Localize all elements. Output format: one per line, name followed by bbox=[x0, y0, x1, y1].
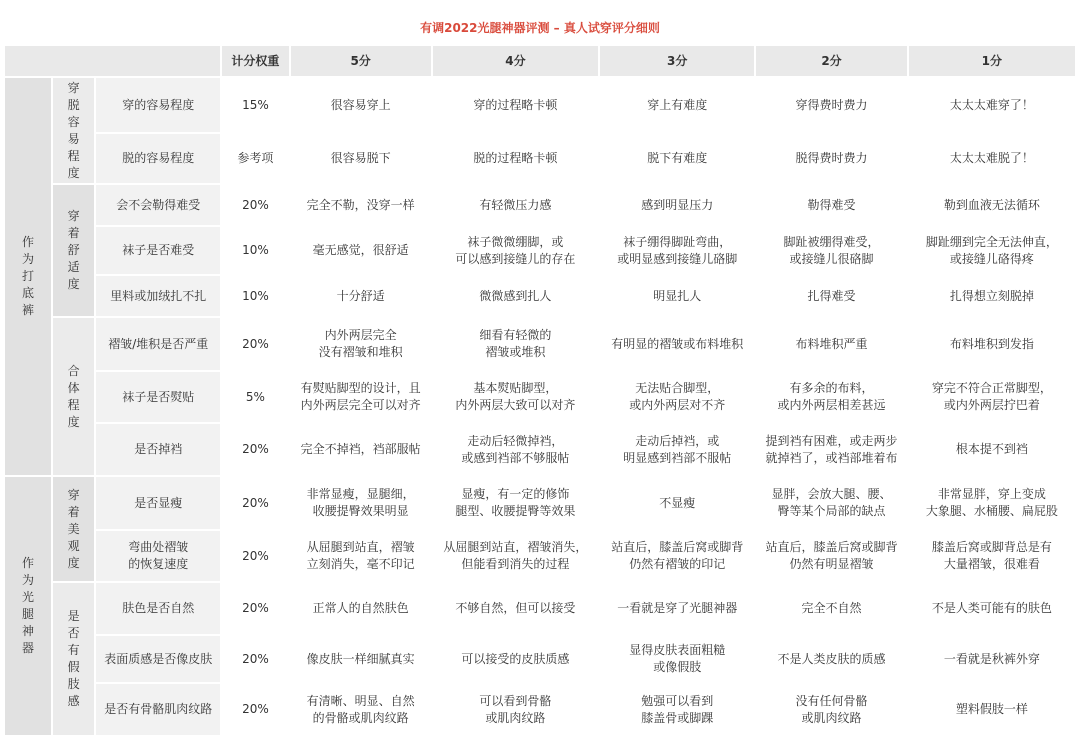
score-cell: 袜子微微绷脚，或 可以感到接缝儿的存在 bbox=[433, 227, 598, 274]
score-cell: 正常人的自然肤色 bbox=[291, 583, 431, 634]
score-cell: 毫无感觉，很舒适 bbox=[291, 227, 431, 274]
score-cell: 十分舒适 bbox=[291, 276, 431, 316]
weight-value: 20% bbox=[222, 318, 288, 370]
score-cell: 脚趾绷到完全无法伸直， 或接缝儿硌得疼 bbox=[909, 227, 1075, 274]
score-cell: 穿上有难度 bbox=[600, 78, 754, 132]
header-weight: 计分权重 bbox=[222, 46, 288, 76]
score-cell: 有轻微压力感 bbox=[433, 185, 598, 225]
subgroup-label bbox=[53, 78, 94, 183]
score-cell: 完全不勒，没穿一样 bbox=[291, 185, 431, 225]
table-row bbox=[5, 227, 1075, 274]
score-cell: 无法贴合脚型， 或内外两层对不齐 bbox=[600, 372, 754, 422]
score-cell: 完全不掉裆，裆部服帖 bbox=[291, 424, 431, 475]
weight-value: 10% bbox=[222, 276, 288, 316]
vertical-label-text: 穿着舒适度 bbox=[67, 209, 80, 291]
criterion-label: 褶皱/堆积是否严重 bbox=[96, 318, 220, 370]
criterion-label: 肤色是否自然 bbox=[96, 583, 220, 634]
score-cell: 显得皮肤表面粗糙 或像假肢 bbox=[600, 636, 754, 682]
header-score: 5分 bbox=[291, 46, 431, 76]
criterion-label: 穿的容易程度 bbox=[96, 78, 220, 132]
score-cell: 袜子绷得脚趾弯曲， 或明显感到接缝儿硌脚 bbox=[600, 227, 754, 274]
score-cell: 塑料假肢一样 bbox=[909, 684, 1075, 735]
table-row bbox=[5, 477, 1075, 529]
criterion-label: 袜子是否熨贴 bbox=[96, 372, 220, 422]
table-row bbox=[5, 636, 1075, 682]
score-cell: 不是人类皮肤的质感 bbox=[756, 636, 906, 682]
vertical-label-text: 穿脱容易程度 bbox=[67, 80, 80, 180]
score-cell: 基本熨贴脚型， 内外两层大致可以对齐 bbox=[433, 372, 598, 422]
weight-value: 20% bbox=[222, 684, 288, 735]
weight-value: 5% bbox=[222, 372, 288, 422]
score-cell: 有熨贴脚型的设计，且 内外两层完全可以对齐 bbox=[291, 372, 431, 422]
score-cell: 完全不自然 bbox=[756, 583, 906, 634]
criterion-label: 会不会勒得难受 bbox=[96, 185, 220, 225]
weight-value: 20% bbox=[222, 185, 288, 225]
weight-value: 20% bbox=[222, 424, 288, 475]
score-cell: 明显扎人 bbox=[600, 276, 754, 316]
vertical-label-text: 作为光腿神器 bbox=[22, 556, 35, 655]
score-cell: 非常显瘦，显腿细， 收腰提臀效果明显 bbox=[291, 477, 431, 529]
score-cell: 走动后掉裆，或 明显感到裆部不服帖 bbox=[600, 424, 754, 475]
score-cell: 脚趾被绷得难受， 或接缝儿很硌脚 bbox=[756, 227, 906, 274]
table-row bbox=[5, 78, 1075, 132]
table-row bbox=[5, 424, 1075, 475]
header-score: 3分 bbox=[600, 46, 754, 76]
header-score: 4分 bbox=[433, 46, 598, 76]
score-cell: 扎得想立刻脱掉 bbox=[909, 276, 1075, 316]
weight-value: 15% bbox=[222, 78, 288, 132]
score-cell: 太太太难脱了！ bbox=[909, 134, 1075, 183]
score-cell: 扎得难受 bbox=[756, 276, 906, 316]
score-cell: 不是人类可能有的肤色 bbox=[909, 583, 1075, 634]
criterion-label: 表面质感是否像皮肤 bbox=[96, 636, 220, 682]
weight-value: 20% bbox=[222, 477, 288, 529]
header-score: 1分 bbox=[909, 46, 1075, 76]
score-cell: 布料堆积严重 bbox=[756, 318, 906, 370]
table-row bbox=[5, 583, 1075, 634]
weight-value: 10% bbox=[222, 227, 288, 274]
criterion-label: 弯曲处褶皱 的恢复速度 bbox=[96, 531, 220, 581]
table-row bbox=[5, 276, 1075, 316]
scoring-table bbox=[3, 44, 1077, 737]
header-blank-cell bbox=[5, 46, 220, 76]
criterion-label: 袜子是否难受 bbox=[96, 227, 220, 274]
score-cell: 从屈腿到站直，褶皱 立刻消失，毫不印记 bbox=[291, 531, 431, 581]
subgroup-label bbox=[53, 318, 94, 475]
score-cell: 没有任何骨骼 或肌肉纹路 bbox=[756, 684, 906, 735]
table-row bbox=[5, 134, 1075, 183]
table-row bbox=[5, 372, 1075, 422]
vertical-label-text: 作为打底裤 bbox=[22, 235, 35, 317]
score-cell: 微微感到扎人 bbox=[433, 276, 598, 316]
vertical-label-text: 是否有假肢感 bbox=[67, 609, 80, 708]
score-cell: 有清晰、明显、自然 的骨骼或肌肉纹路 bbox=[291, 684, 431, 735]
vertical-label-text: 合体程度 bbox=[67, 363, 80, 429]
score-cell: 穿得费时费力 bbox=[756, 78, 906, 132]
score-cell: 一看就是穿了光腿神器 bbox=[600, 583, 754, 634]
group-label bbox=[5, 78, 51, 475]
score-cell: 太太太难穿了！ bbox=[909, 78, 1075, 132]
subgroup-label bbox=[53, 185, 94, 316]
score-cell: 细看有轻微的 褶皱或堆积 bbox=[433, 318, 598, 370]
subgroup-label bbox=[53, 477, 94, 581]
score-cell: 提到裆有困难，或走两步 就掉裆了，或裆部堆着布 bbox=[756, 424, 906, 475]
group-label bbox=[5, 477, 51, 735]
score-cell: 有明显的褶皱或布料堆积 bbox=[600, 318, 754, 370]
criterion-label: 里料或加绒扎不扎 bbox=[96, 276, 220, 316]
score-cell: 不显瘦 bbox=[600, 477, 754, 529]
weight-value: 20% bbox=[222, 531, 288, 581]
score-cell: 脱的过程略卡顿 bbox=[433, 134, 598, 183]
score-cell: 脱下有难度 bbox=[600, 134, 754, 183]
score-cell: 走动后轻微掉裆， 或感到裆部不够服帖 bbox=[433, 424, 598, 475]
score-cell: 勉强可以看到 膝盖骨或脚踝 bbox=[600, 684, 754, 735]
page-title: 有调2022光腿神器评测 – 真人试穿评分细则 bbox=[420, 21, 660, 35]
score-cell: 感到明显压力 bbox=[600, 185, 754, 225]
score-cell: 从屈腿到站直，褶皱消失， 但能看到消失的过程 bbox=[433, 531, 598, 581]
criterion-label: 是否显瘦 bbox=[96, 477, 220, 529]
score-cell: 站直后，膝盖后窝或脚背 仍然有明显褶皱 bbox=[756, 531, 906, 581]
score-cell: 布料堆积到发指 bbox=[909, 318, 1075, 370]
score-cell: 可以看到骨骼 或肌肉纹路 bbox=[433, 684, 598, 735]
score-cell: 很容易脱下 bbox=[291, 134, 431, 183]
score-cell: 根本提不到裆 bbox=[909, 424, 1075, 475]
criterion-label: 是否有骨骼肌肉纹路 bbox=[96, 684, 220, 735]
vertical-label-text: 穿着美观度 bbox=[67, 487, 80, 570]
score-cell: 穿的过程略卡顿 bbox=[433, 78, 598, 132]
score-cell: 显瘦，有一定的修饰 腿型、收腰提臀等效果 bbox=[433, 477, 598, 529]
score-cell: 可以接受的皮肤质感 bbox=[433, 636, 598, 682]
score-cell: 脱得费时费力 bbox=[756, 134, 906, 183]
score-cell: 穿完不符合正常脚型， 或内外两层拧巴着 bbox=[909, 372, 1075, 422]
score-cell: 很容易穿上 bbox=[291, 78, 431, 132]
weight-value: 参考项 bbox=[222, 134, 288, 183]
score-cell: 像皮肤一样细腻真实 bbox=[291, 636, 431, 682]
header-score: 2分 bbox=[756, 46, 906, 76]
score-cell: 显胖，会放大腿、腰、 臀等某个局部的缺点 bbox=[756, 477, 906, 529]
subgroup-label bbox=[53, 583, 94, 735]
score-cell: 内外两层完全 没有褶皱和堆积 bbox=[291, 318, 431, 370]
score-cell: 不够自然，但可以接受 bbox=[433, 583, 598, 634]
score-cell: 一看就是秋裤外穿 bbox=[909, 636, 1075, 682]
weight-value: 20% bbox=[222, 636, 288, 682]
table-row bbox=[5, 318, 1075, 370]
table-row bbox=[5, 185, 1075, 225]
score-cell: 勒到血液无法循环 bbox=[909, 185, 1075, 225]
score-cell: 勒得难受 bbox=[756, 185, 906, 225]
table-row bbox=[5, 684, 1075, 735]
score-cell: 膝盖后窝或脚背总是有 大量褶皱，很难看 bbox=[909, 531, 1075, 581]
criterion-label: 是否掉裆 bbox=[96, 424, 220, 475]
criterion-label: 脱的容易程度 bbox=[96, 134, 220, 183]
score-cell: 站直后，膝盖后窝或脚背 仍然有褶皱的印记 bbox=[600, 531, 754, 581]
score-cell: 非常显胖，穿上变成 大象腿、水桶腰、扁屁股 bbox=[909, 477, 1075, 529]
weight-value: 20% bbox=[222, 583, 288, 634]
table-row bbox=[5, 531, 1075, 581]
score-cell: 有多余的布料， 或内外两层相差甚远 bbox=[756, 372, 906, 422]
